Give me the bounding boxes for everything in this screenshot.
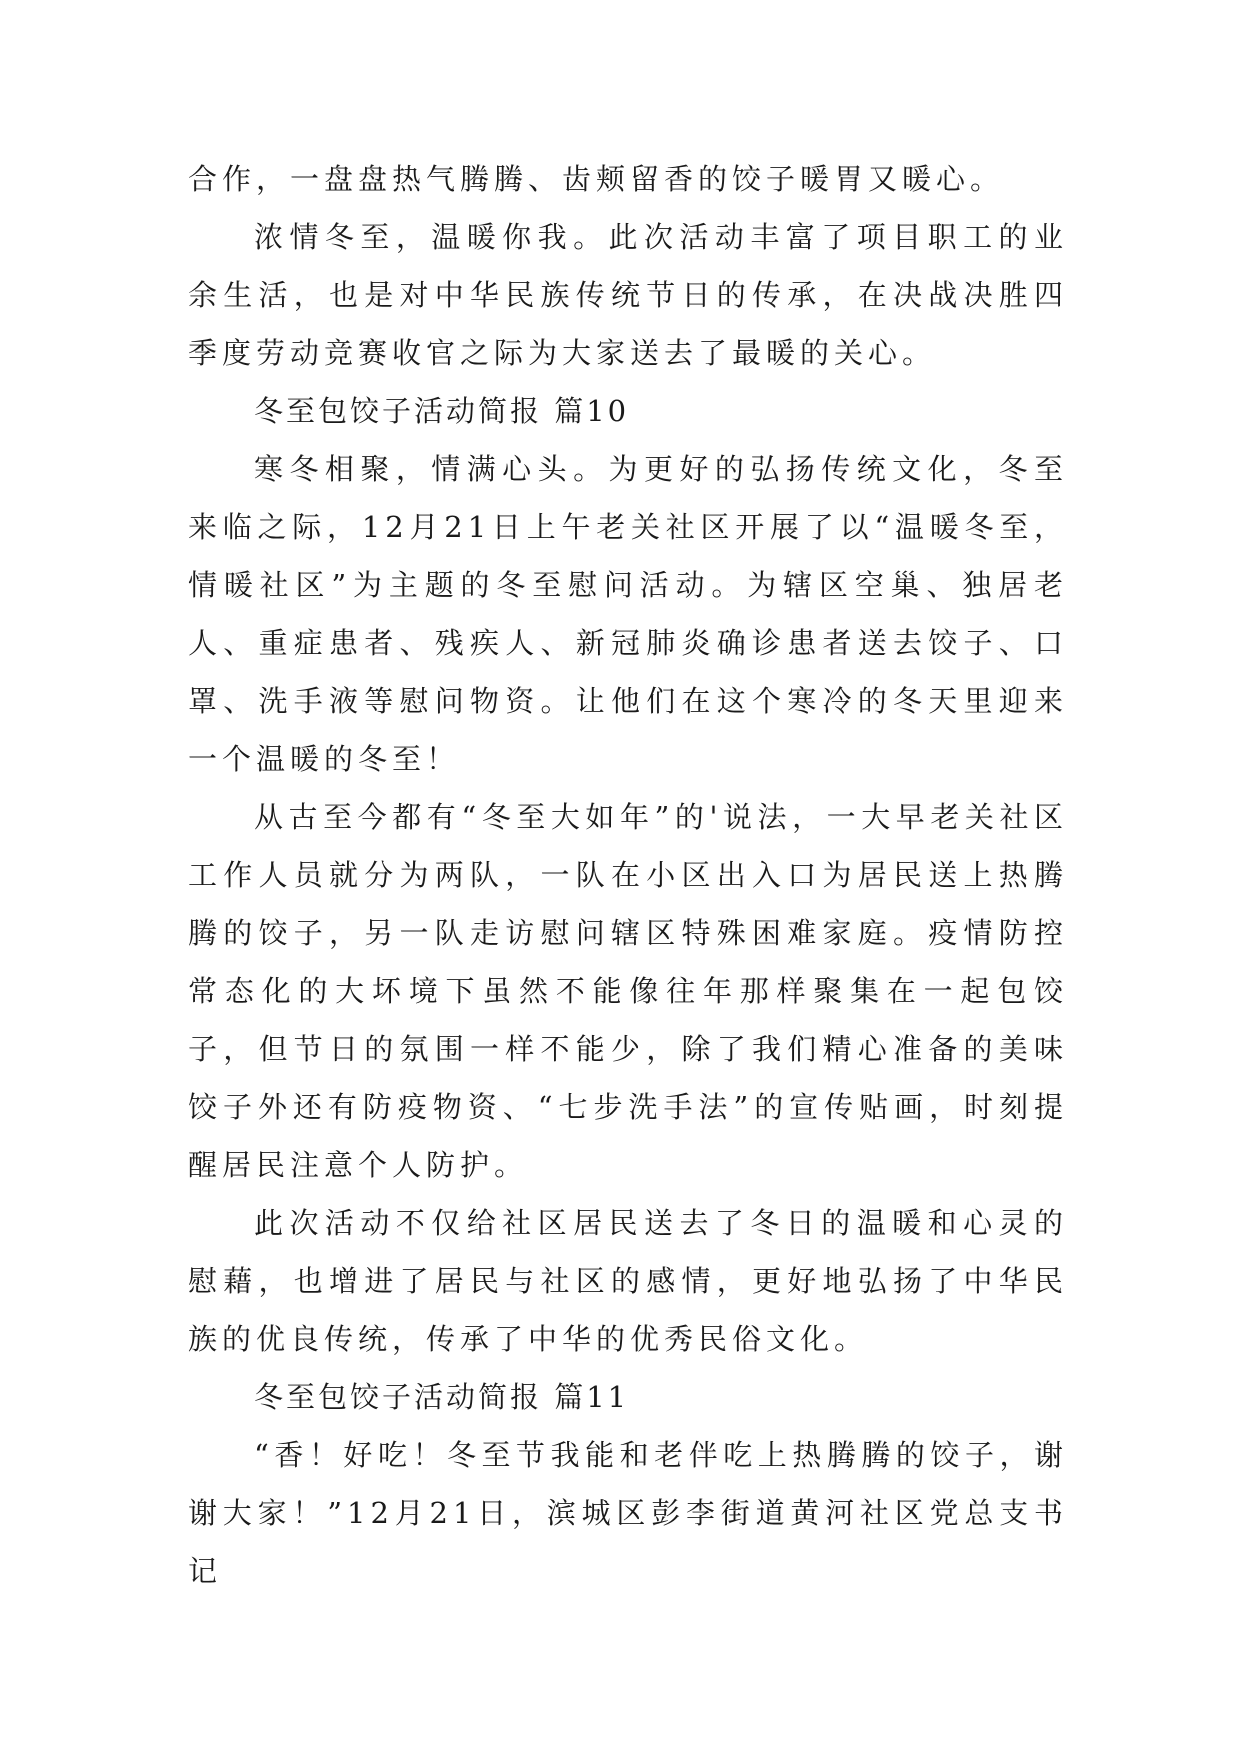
document-body — [188, 150, 1068, 1600]
paragraph: 从古至今都有“冬至大如年”的'说法，一大早老关社区工作人员就分为两队，一队在小区出入口为居民送上热腾腾的饺子，另一队走访慰问辖区特殊困难家庭。疫情防控常态化的大坏境下虽然不能像往年那样聚集在一起包饺子，但节日的氛围一样不能少，除了我们精心准备的美味饺子外还有防疫物资、“七步洗手法”的宣传贴画，时刻提醒居民注意个人防护。 — [188, 800, 1068, 1182]
paragraph: 此次活动不仅给社区居民送去了冬日的温暖和心灵的慰藉，也增进了居民与社区的感情，更好地弘扬了中华民族的优良传统，传承了中华的优秀民俗文化。 — [188, 1206, 1068, 1356]
section-heading: 冬至包饺子活动简报 篇10 — [254, 394, 630, 428]
paragraph: 寒冬相聚，情满心头。为更好的弘扬传统文化，冬至来临之际，12月21日上午老关社区开展了以“温暖冬至，情暖社区”为主题的冬至慰问活动。为辖区空巢、独居老人、重症患者、残疾人、新冠肺炎确诊患者送去饺子、口罩、洗手液等慰问物资。让他们在这个寒冷的冬天里迎来一个温暖的冬至！ — [188, 452, 1068, 776]
section-heading: 冬至包饺子活动简报 篇11 — [254, 1380, 630, 1414]
paragraph: “香！好吃！冬至节我能和老伴吃上热腾腾的饺子，谢谢大家！”12月21日，滨城区彭李街道黄河社区党总支书记 — [188, 1438, 1068, 1588]
paragraph-continuation: 合作，一盘盘热气腾腾、齿颊留香的饺子暖胃又暖心。 — [188, 162, 1005, 196]
paragraph: 浓情冬至，温暖你我。此次活动丰富了项目职工的业余生活，也是对中华民族传统节日的传承，在决战决胜四季度劳动竞赛收官之际为大家送去了最暖的关心。 — [188, 220, 1068, 370]
